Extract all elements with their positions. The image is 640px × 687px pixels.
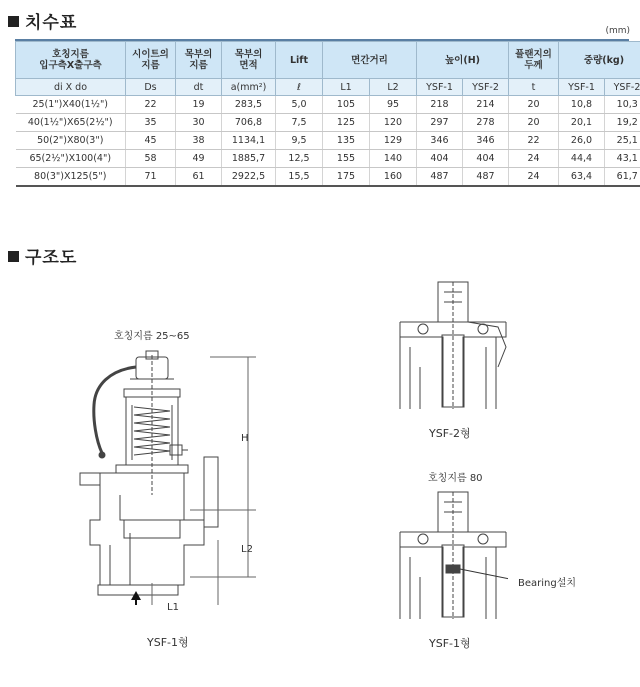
cell: 58 <box>126 150 176 168</box>
cell: 404 <box>417 150 463 168</box>
cell: 15,5 <box>276 168 323 187</box>
structure-section-title: 구조도 <box>8 243 77 268</box>
cell: 25(1")X40(1½") <box>16 96 126 114</box>
cell: 487 <box>417 168 463 187</box>
sub-throat-area: a(mm²) <box>222 79 276 96</box>
cell: 404 <box>463 150 509 168</box>
sub-l1: L1 <box>323 79 370 96</box>
cell: 20 <box>509 114 559 132</box>
sub-seat: Ds <box>126 79 176 96</box>
header-lift: Lift <box>276 42 323 79</box>
cell: 25,1 <box>605 132 640 150</box>
cell: 218 <box>417 96 463 114</box>
table-row <box>16 96 640 114</box>
dimensions-section-title: 치수표 <box>8 8 77 33</box>
header-weight: 중량(kg) <box>559 42 640 79</box>
size80-label: 호칭지름 80 <box>428 473 483 484</box>
cell: 22 <box>509 132 559 150</box>
cell: 120 <box>370 114 417 132</box>
cell: 297 <box>417 114 463 132</box>
cell: 49 <box>176 150 222 168</box>
ysf1-size80-detail-drawing <box>398 487 508 622</box>
main-size-label: 호칭지름 25~65 <box>114 331 190 342</box>
cell: 10,8 <box>559 96 605 114</box>
cell: 140 <box>370 150 417 168</box>
cell: 24 <box>509 168 559 187</box>
cell: 71 <box>126 168 176 187</box>
cell: 12,5 <box>276 150 323 168</box>
table-row <box>16 168 640 187</box>
cell: 50(2")X80(3") <box>16 132 126 150</box>
sub-l2: L2 <box>370 79 417 96</box>
header-flange: 플랜지의 두께 <box>509 42 559 79</box>
cell: 65(2½")X100(4") <box>16 150 126 168</box>
main-valve-drawing <box>60 345 270 605</box>
cell: 283,5 <box>222 96 276 114</box>
cell: 20,1 <box>559 114 605 132</box>
cell: 346 <box>417 132 463 150</box>
table-subheader-row <box>16 79 640 96</box>
bearing-label: Bearing설치 <box>518 578 577 589</box>
unit-label: (mm) <box>605 26 630 36</box>
cell: 30 <box>176 114 222 132</box>
table-row <box>16 150 640 168</box>
cell: 45 <box>126 132 176 150</box>
dim-l1-label: L1 <box>167 602 179 613</box>
sub-w1: YSF-1 <box>559 79 605 96</box>
sub-h2: YSF-2 <box>463 79 509 96</box>
cell: 278 <box>463 114 509 132</box>
cell: 706,8 <box>222 114 276 132</box>
cell: 214 <box>463 96 509 114</box>
cell: 129 <box>370 132 417 150</box>
header-face: 면간거리 <box>323 42 417 79</box>
cell: 38 <box>176 132 222 150</box>
sub-lift: ℓ <box>276 79 323 96</box>
cell: 125 <box>323 114 370 132</box>
sub-flange: t <box>509 79 559 96</box>
header-size: 호칭지름 입구측X출구측 <box>16 42 126 79</box>
cell: 19 <box>176 96 222 114</box>
header-throat: 목부의 지름 <box>176 42 222 79</box>
cell: 346 <box>463 132 509 150</box>
cell: 175 <box>323 168 370 187</box>
cell: 9,5 <box>276 132 323 150</box>
cell: 5,0 <box>276 96 323 114</box>
sub-w2: YSF-2 <box>605 79 640 96</box>
cell: 155 <box>323 150 370 168</box>
cell: 7,5 <box>276 114 323 132</box>
table-row <box>16 132 640 150</box>
cell: 61,7 <box>605 168 640 187</box>
cell: 26,0 <box>559 132 605 150</box>
cell: 44,4 <box>559 150 605 168</box>
cell: 1134,1 <box>222 132 276 150</box>
table-row <box>16 114 640 132</box>
header-throat-area: 목부의 면적 <box>222 42 276 79</box>
ysf2-detail-drawing <box>398 277 508 412</box>
cell: 1885,7 <box>222 150 276 168</box>
cell: 2922,5 <box>222 168 276 187</box>
top-caption: YSF-2형 <box>429 427 471 440</box>
bottom-caption: YSF-1형 <box>429 637 471 650</box>
cell: 160 <box>370 168 417 187</box>
cell: 10,3 <box>605 96 640 114</box>
cell: 19,2 <box>605 114 640 132</box>
main-caption: YSF-1형 <box>147 636 189 649</box>
cell: 487 <box>463 168 509 187</box>
cell: 135 <box>323 132 370 150</box>
dim-h-label: H <box>241 433 249 444</box>
sub-throat: dt <box>176 79 222 96</box>
cell: 61 <box>176 168 222 187</box>
sub-h1: YSF-1 <box>417 79 463 96</box>
header-seat: 시이트의 지름 <box>126 42 176 79</box>
header-height: 높이(H) <box>417 42 509 79</box>
table-header-row <box>16 42 640 79</box>
sub-size: di X do <box>16 79 126 96</box>
dim-l2-label: L2 <box>241 544 253 555</box>
cell: 105 <box>323 96 370 114</box>
cell: 43,1 <box>605 150 640 168</box>
cell: 40(1½")X65(2½") <box>16 114 126 132</box>
dimensions-table <box>15 41 640 187</box>
cell: 35 <box>126 114 176 132</box>
cell: 24 <box>509 150 559 168</box>
cell: 63,4 <box>559 168 605 187</box>
cell: 22 <box>126 96 176 114</box>
cell: 20 <box>509 96 559 114</box>
cell: 80(3")X125(5") <box>16 168 126 187</box>
cell: 95 <box>370 96 417 114</box>
